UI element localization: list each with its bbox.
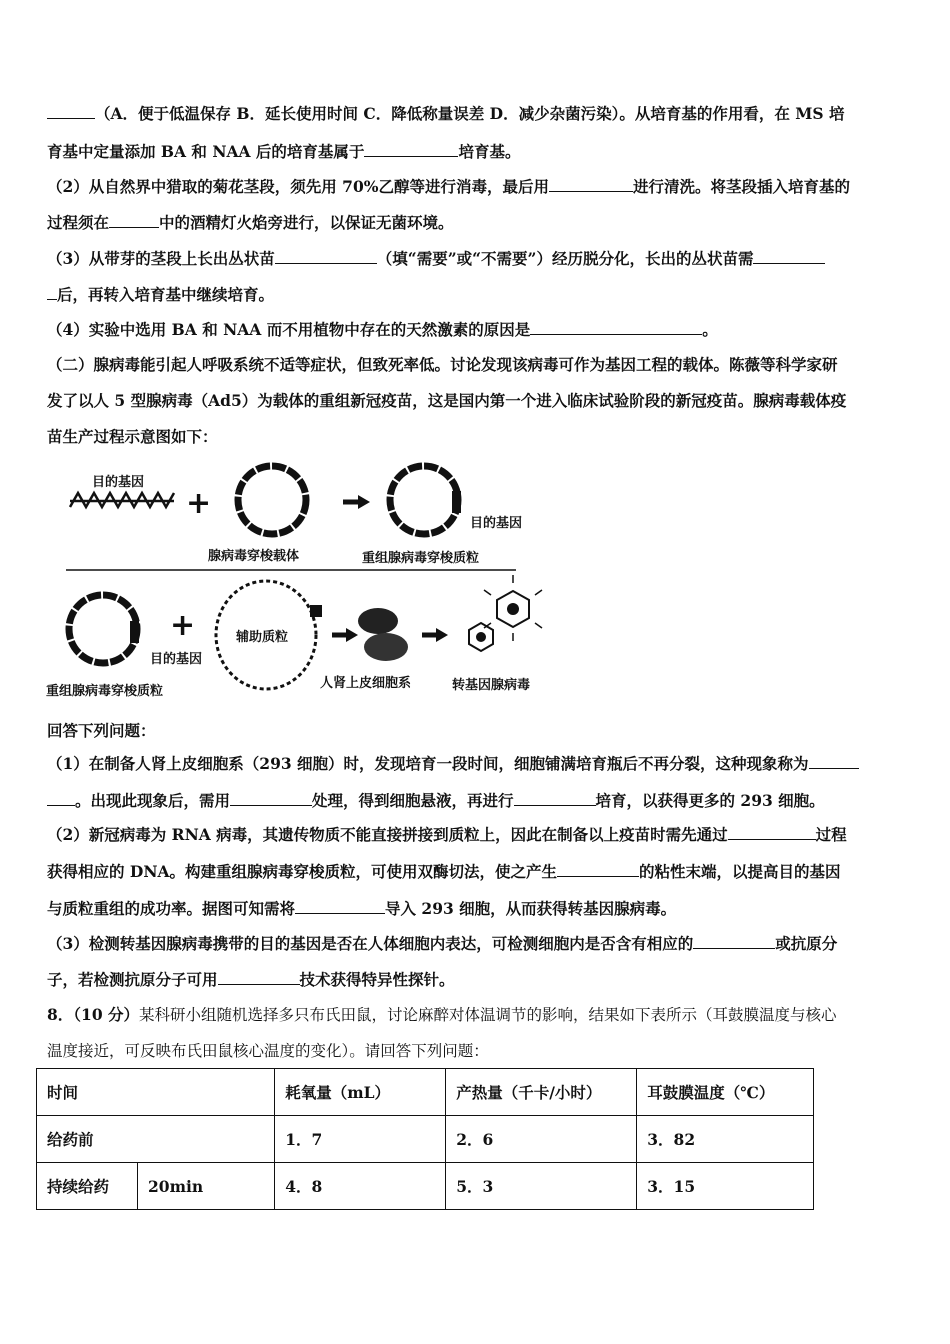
header-temp: 耳鼓膜温度（℃） [637,1069,814,1116]
cell-duration: 20min [138,1163,275,1210]
data-table [36,1068,814,1210]
text-line-3: （2）从自然界中猎取的菊花茎段，须先用 70%乙醇等进行消毒，最后用 进行清洗。将茎段插入培育基的 [47,177,850,196]
text-line-2: 育基中定量添加 BA 和 NAA 后的培育基属于 培育基。 [47,142,521,161]
text-line-1: （A．便于低温保存 B．延长使用时间 C．降低称量误差 D．减少杂菌污染）。从培育基的作用看，在 MS 培 [47,102,845,124]
cell-temp: 3．82 [637,1116,814,1163]
target-gene-dna [70,493,174,507]
table-row [37,1163,814,1210]
vaccine-production-diagram [40,455,560,705]
cell-2 [364,633,408,661]
text-line-15: 获得相应的 DNA。构建重组腺病毒穿梭质粒，可使用双酶切法，使之产生 的粘性末端，以提高目的基因 [47,862,841,881]
text-line-12: （1）在制备人肾上皮细胞系（293 细胞）时，发现培育一段时间，细胞铺满培育瓶后不再分裂，这种现象称为 [47,752,859,774]
cell-1 [358,608,398,634]
text-line-14: （2）新冠病毒为 RNA 病毒，其遗传物质不能直接拼接到质粒上，因此在制备以上疫苗时需先通过 过程 [47,825,847,844]
text-line-8: （二）腺病毒能引起人呼吸系统不适等症状，但致死率低。讨论发现该病毒可作为基因工程的载体。陈薇等科学家研 [47,355,838,374]
header-time: 时间 [37,1069,275,1116]
text-line-13: 。出现此现象后，需用 处理，得到细胞悬液，再进行 培育，以获得更多的 293 细胞。 [47,789,825,811]
recombinant-plasmid [390,466,458,534]
recomb-label-2: 重组腺病毒穿梭质粒 [46,684,164,699]
text-line-7: （4）实验中选用 BA 和 NAA 而不用植物中存在的天然激素的原因是 。 [47,320,718,339]
text-line-19: 8．（10 分）某科研小组随机选择多只布氏田鼠，讨论麻醉对体温调节的影响，结果如下表所示（耳鼓膜温度与核心 [47,1005,837,1024]
header-oxygen: 耗氧量（mL） [275,1069,446,1116]
adenovirus-shuttle-vector [238,466,306,534]
text-line-5: （3）从带芽的茎段上长出丛状苗 （填“需要”或“不需要”）经历脱分化，长出的丛状苗需 [47,247,825,269]
text-line-11: 回答下列问题： [47,721,156,740]
text-line-18: 子，若检测抗原分子可用 技术获得特异性探针。 [47,970,455,989]
cell-heat: 2．6 [446,1116,637,1163]
plus-sign-1: + [186,486,212,521]
vector-label: 腺病毒穿梭载体 [208,549,300,564]
plus-sign-2: + [170,608,196,643]
text-line-6: 后，再转入培育基中继续培育。 [47,283,274,305]
cell-temp: 3．15 [637,1163,814,1210]
cell-heat: 5．3 [446,1163,637,1210]
cell-oxygen: 4．8 [275,1163,446,1210]
table-header-row [37,1069,814,1116]
helper-label: 辅助质粒 [236,630,289,645]
cell-time: 持续给药 [37,1163,138,1210]
text-line-10: 苗生产过程示意图如下： [47,427,218,446]
text-line-17: （3）检测转基因腺病毒携带的目的基因是否在人体细胞内表达，可检测细胞内是否含有相应的 或抗原分 [47,934,838,953]
text-line-16: 与质粒重组的成功率。据图可知需将 导入 293 细胞，从而获得转基因腺病毒。 [47,899,677,918]
cell-time: 给药前 [37,1116,275,1163]
table-row [37,1116,814,1163]
recomb-label: 重组腺病毒穿梭质粒 [362,551,480,566]
text-line-9: 发了以人 5 型腺病毒（Ad5）为载体的重组新冠疫苗，这是国内第一个进入临床试验阶段的新冠疫苗。腺病毒载体疫 [47,391,847,410]
target-gene-label-3: 目的基因 [150,652,203,667]
target-gene-label: 目的基因 [92,475,145,490]
target-gene-label-2: 目的基因 [470,516,523,531]
header-heat: 产热量（千卡/小时） [446,1069,637,1116]
text-line-20: 温度接近，可反映布氏田鼠核心温度的变化）。请回答下列问题： [47,1042,489,1060]
recombinant-plasmid-2 [69,595,137,663]
text-line-4: 过程须在 中的酒精灯火焰旁进行，以保证无菌环境。 [47,213,454,232]
virus-label: 转基因腺病毒 [452,678,531,693]
cell-label: 人肾上皮细胞系 [320,676,412,691]
cell-oxygen: 1．7 [275,1116,446,1163]
